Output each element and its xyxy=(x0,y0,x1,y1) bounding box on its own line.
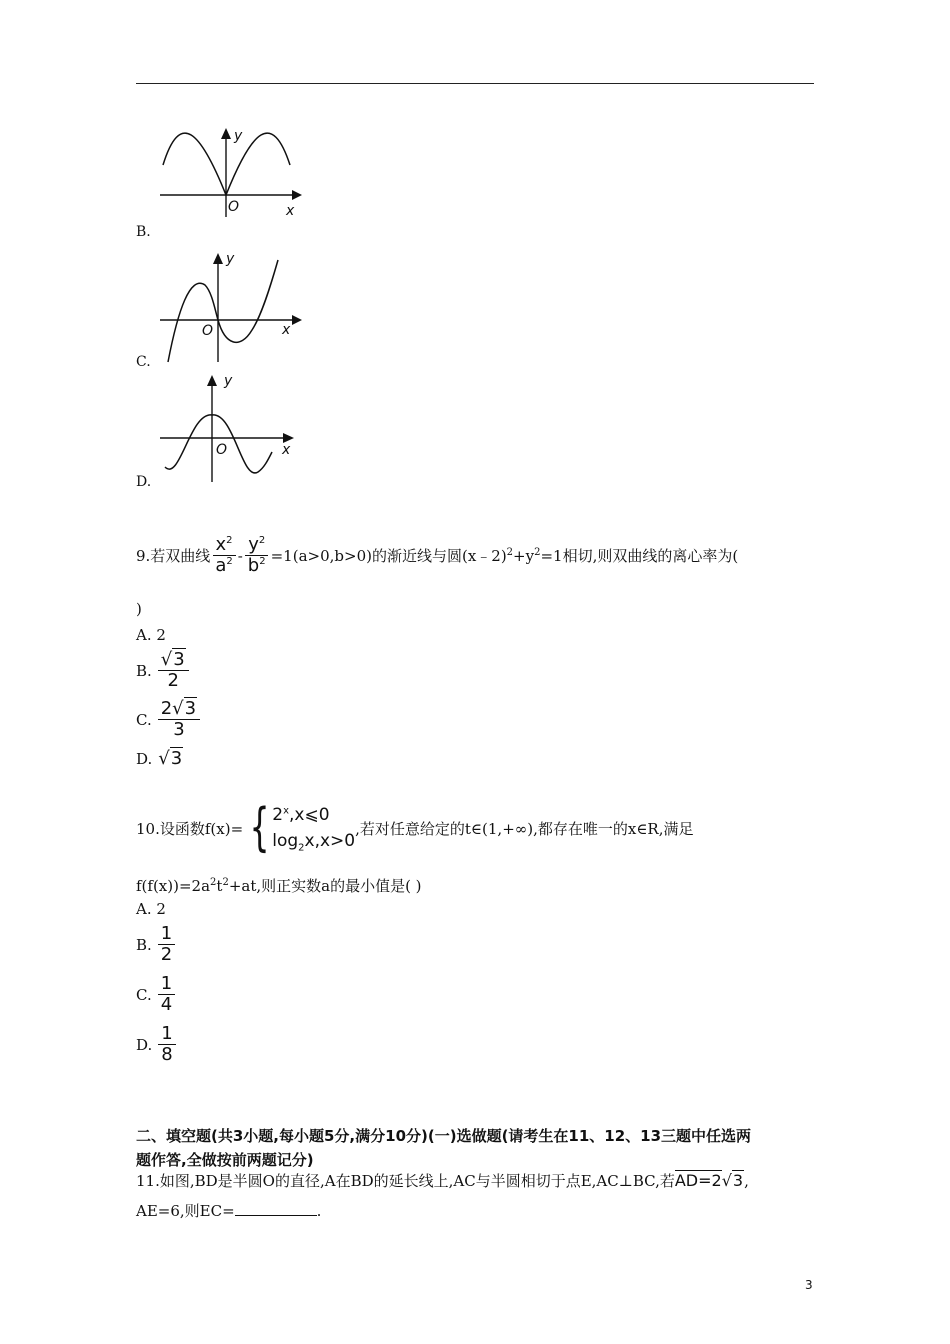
q10-option-b: B. $\frac{1}{2}$ xyxy=(136,924,177,965)
q9-option-b: B. $\frac{√3}{2}$ xyxy=(136,650,191,691)
question-9-stem: 9.若双曲线 $\frac{x^2}{a^2}$ - $\frac{y^2}{b^2}$ =1(a>0,b>0)的渐近线与圆$(x﹣2)^2+y^2=1$相切,则双曲线的离心率为( xyxy=(136,534,739,576)
fraction-x2-a2: $\frac{x^2}{a^2}$ xyxy=(212,535,235,576)
question-11-line1: 11.如图,BD是半圆O的直径,A在BD的延长线上,AC与半圆相切于点E,AC⊥BC,若 AD=2√3 , xyxy=(136,1171,749,1190)
question-10-line2: $f(f(x))=2a^2t^2+at$,则正实数a的最小值是( ) xyxy=(136,877,422,895)
curve-c xyxy=(168,260,278,362)
piecewise-function: 2$^x$,x⩽0 $\log_2x,x>0$ xyxy=(272,805,356,854)
graph-d xyxy=(160,372,310,487)
graph-b xyxy=(160,125,310,220)
q9-option-d: D. √3 xyxy=(136,748,183,769)
q10-option-d: D. $\frac{1}{8}$ xyxy=(136,1024,178,1065)
section-2-heading-line2: 题作答,全做按前两题记分) xyxy=(136,1151,314,1169)
q10-option-c: C. $\frac{1}{4}$ xyxy=(136,974,177,1015)
answer-blank[interactable] xyxy=(235,1201,317,1216)
origin-label: O xyxy=(202,323,214,339)
question-10-stem: 10.设函数f(x)= { 2$^x$,x⩽0 $\log_2x,x>0$ ,若对任意给定的t∈(1,+∞),都存在唯一的x∈R,满足 xyxy=(136,798,694,858)
option-d-label: D. xyxy=(136,474,152,490)
q9-option-c: C. $\frac{2√3}{3}$ xyxy=(136,699,202,740)
q10-option-a: A. 2 xyxy=(136,900,166,918)
question-11-line2: AE=6,则EC= . xyxy=(136,1202,322,1220)
axis-y-label: y xyxy=(226,251,235,267)
section-2-heading-line1: 二、填空题(共3小题,每小题5分,满分10分)(一)选做题(请考生在11、12、13三题中任选两 xyxy=(136,1127,752,1145)
header-rule xyxy=(136,83,814,84)
axis-y-label: y xyxy=(224,373,233,389)
fraction-y2-b2: $\frac{y^2}{b^2}$ xyxy=(245,535,269,576)
page-number: 3 xyxy=(805,1278,813,1292)
graph-c xyxy=(160,250,310,365)
axis-x-label: x xyxy=(282,442,291,458)
axis-y-label: y xyxy=(234,128,243,144)
axis-x-label: x xyxy=(282,322,291,338)
option-c-label: C. xyxy=(136,354,151,370)
axis-x-label: x xyxy=(286,203,295,219)
q9-option-a: A. 2 xyxy=(136,626,166,644)
option-b-label: B. xyxy=(136,224,151,240)
question-9-close: ) xyxy=(136,600,142,618)
origin-label: O xyxy=(216,442,228,458)
origin-label: O xyxy=(228,199,240,215)
